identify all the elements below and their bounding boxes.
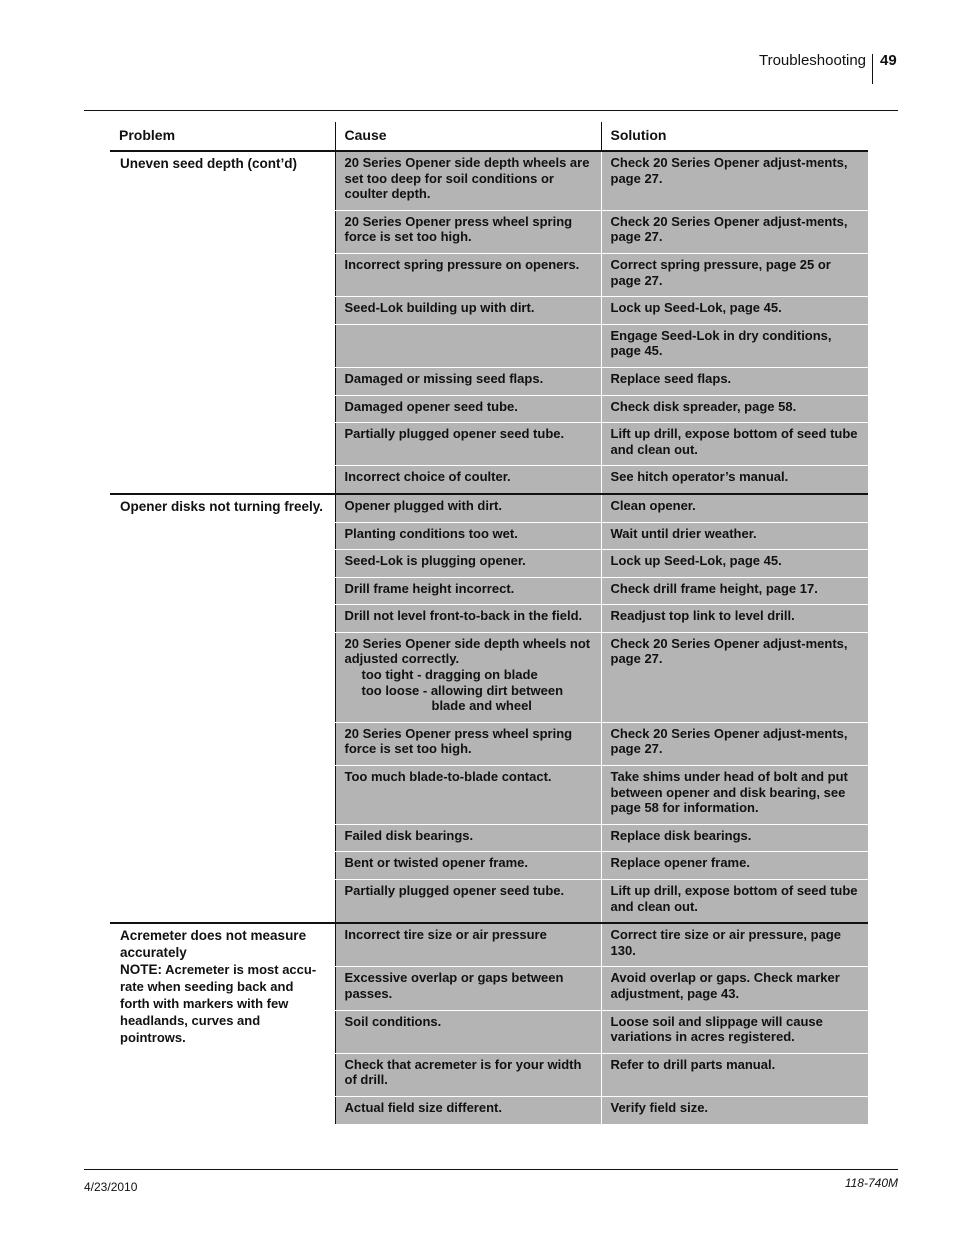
solution-cell: Replace seed flaps. <box>601 367 868 395</box>
solution-cell: Check 20 Series Opener adjust-ments, page 27. <box>601 632 868 722</box>
solution-cell: Lock up Seed-Lok, page 45. <box>601 297 868 325</box>
solution-cell: Wait until drier weather. <box>601 522 868 550</box>
solution-cell: Avoid overlap or gaps. Check marker adjustment, page 43. <box>601 967 868 1010</box>
cause-cell: Damaged opener seed tube. <box>335 395 601 423</box>
problem-cell <box>110 151 335 494</box>
cause-subitem: blade and wheel <box>431 698 532 714</box>
cause-subitem: too loose - allowing dirt between <box>361 682 564 698</box>
cause-cell: Too much blade-to-blade contact. <box>335 766 601 825</box>
cause-cell: 20 Series Opener side depth wheels are set too deep for soil conditions or coulter depth. <box>335 151 601 210</box>
cause-cell: Check that acremeter is for your width of drill. <box>335 1053 601 1096</box>
problem-cell <box>110 494 335 923</box>
cause-cell: Soil conditions. <box>335 1010 601 1053</box>
problem-cell <box>110 923 335 1123</box>
cause-cell: Damaged or missing seed flaps. <box>335 367 601 395</box>
problem-text: Opener disks not turning freely. <box>120 498 324 514</box>
cause-subitem: too tight - dragging on blade <box>361 667 538 683</box>
solution-cell: Lock up Seed-Lok, page 45. <box>601 550 868 578</box>
solution-cell: Correct tire size or air pressure, page 130. <box>601 923 868 967</box>
solution-cell: Check 20 Series Opener adjust-ments, page 27. <box>601 151 868 210</box>
column-header-solution: Solution <box>601 122 868 151</box>
cause-cell: Incorrect spring pressure on openers. <box>335 253 601 296</box>
cause-cell: 20 Series Opener press wheel spring force is set too high. <box>335 722 601 765</box>
cause-text: 20 Series Opener side depth wheels not adjusted correctly. <box>344 635 591 667</box>
note-label: NOTE: <box>120 962 162 978</box>
cause-cell: Incorrect choice of coulter. <box>335 466 601 494</box>
cause-cell <box>335 632 601 722</box>
solution-cell: Check disk spreader, page 58. <box>601 395 868 423</box>
solution-cell: Check drill frame height, page 17. <box>601 577 868 605</box>
cause-cell: Drill frame height incorrect. <box>335 577 601 605</box>
solution-cell: Clean opener. <box>601 494 868 522</box>
solution-cell: Verify field size. <box>601 1096 868 1123</box>
header-separator <box>872 54 873 84</box>
cause-cell: Seed-Lok building up with dirt. <box>335 297 601 325</box>
footer-rule <box>84 1169 898 1170</box>
solution-cell: Replace disk bearings. <box>601 824 868 852</box>
solution-cell: Readjust top link to level drill. <box>601 605 868 633</box>
solution-cell: Loose soil and slippage will cause variations in acres registered. <box>601 1010 868 1053</box>
cause-cell: Opener plugged with dirt. <box>335 494 601 522</box>
solution-cell: Refer to drill parts manual. <box>601 1053 868 1096</box>
footer-doc-number: 118-740M <box>844 1176 898 1190</box>
cause-cell: Planting conditions too wet. <box>335 522 601 550</box>
cause-cell: Excessive overlap or gaps between passes. <box>335 967 601 1010</box>
troubleshooting-table <box>110 122 868 1124</box>
cause-cell: Bent or twisted opener frame. <box>335 852 601 880</box>
table-row <box>110 151 868 210</box>
solution-cell: Lift up drill, expose bottom of seed tube and clean out. <box>601 880 868 924</box>
cause-cell: Seed-Lok is plugging opener. <box>335 550 601 578</box>
cause-cell: Actual field size different. <box>335 1096 601 1123</box>
solution-cell: Check 20 Series Opener adjust-ments, page 27. <box>601 210 868 253</box>
page-number: 49 <box>880 52 897 69</box>
column-header-problem: Problem <box>110 122 335 151</box>
problem-text: Acremeter does not measure accurately <box>120 928 307 961</box>
cause-cell: Incorrect tire size or air pressure <box>335 923 601 967</box>
solution-cell: Engage Seed-Lok in dry conditions, page 45. <box>601 324 868 367</box>
cause-cell: Failed disk bearings. <box>335 824 601 852</box>
column-header-cause: Cause <box>335 122 601 151</box>
table-row <box>110 923 868 967</box>
cause-cell: 20 Series Opener press wheel spring force is set too high. <box>335 210 601 253</box>
cause-cell <box>335 324 601 367</box>
cause-cell: Partially plugged opener seed tube. <box>335 880 601 924</box>
solution-cell: Lift up drill, expose bottom of seed tube and clean out. <box>601 423 868 466</box>
solution-cell: Replace opener frame. <box>601 852 868 880</box>
table-row <box>110 494 868 522</box>
solution-cell: Take shims under head of bolt and put between opener and disk bearing, see page 58 for information. <box>601 766 868 825</box>
solution-cell: See hitch operator’s manual. <box>601 466 868 494</box>
cause-cell: Partially plugged opener seed tube. <box>335 423 601 466</box>
solution-cell: Correct spring pressure, page 25 or page 27. <box>601 253 868 296</box>
header-rule <box>84 110 898 111</box>
cause-cell: Drill not level front-to-back in the field. <box>335 605 601 633</box>
footer-date: 4/23/2010 <box>84 1180 138 1194</box>
table-header-row <box>110 122 868 151</box>
problem-note <box>120 962 316 1045</box>
section-title: Troubleshooting <box>758 52 866 69</box>
note-text: Acremeter is most accu-rate when seeding back and forth with markers with few headlands, curves and pointrows. <box>120 962 317 1046</box>
solution-cell: Check 20 Series Opener adjust-ments, page 27. <box>601 722 868 765</box>
problem-text: Uneven seed depth (cont’d) <box>120 156 298 171</box>
